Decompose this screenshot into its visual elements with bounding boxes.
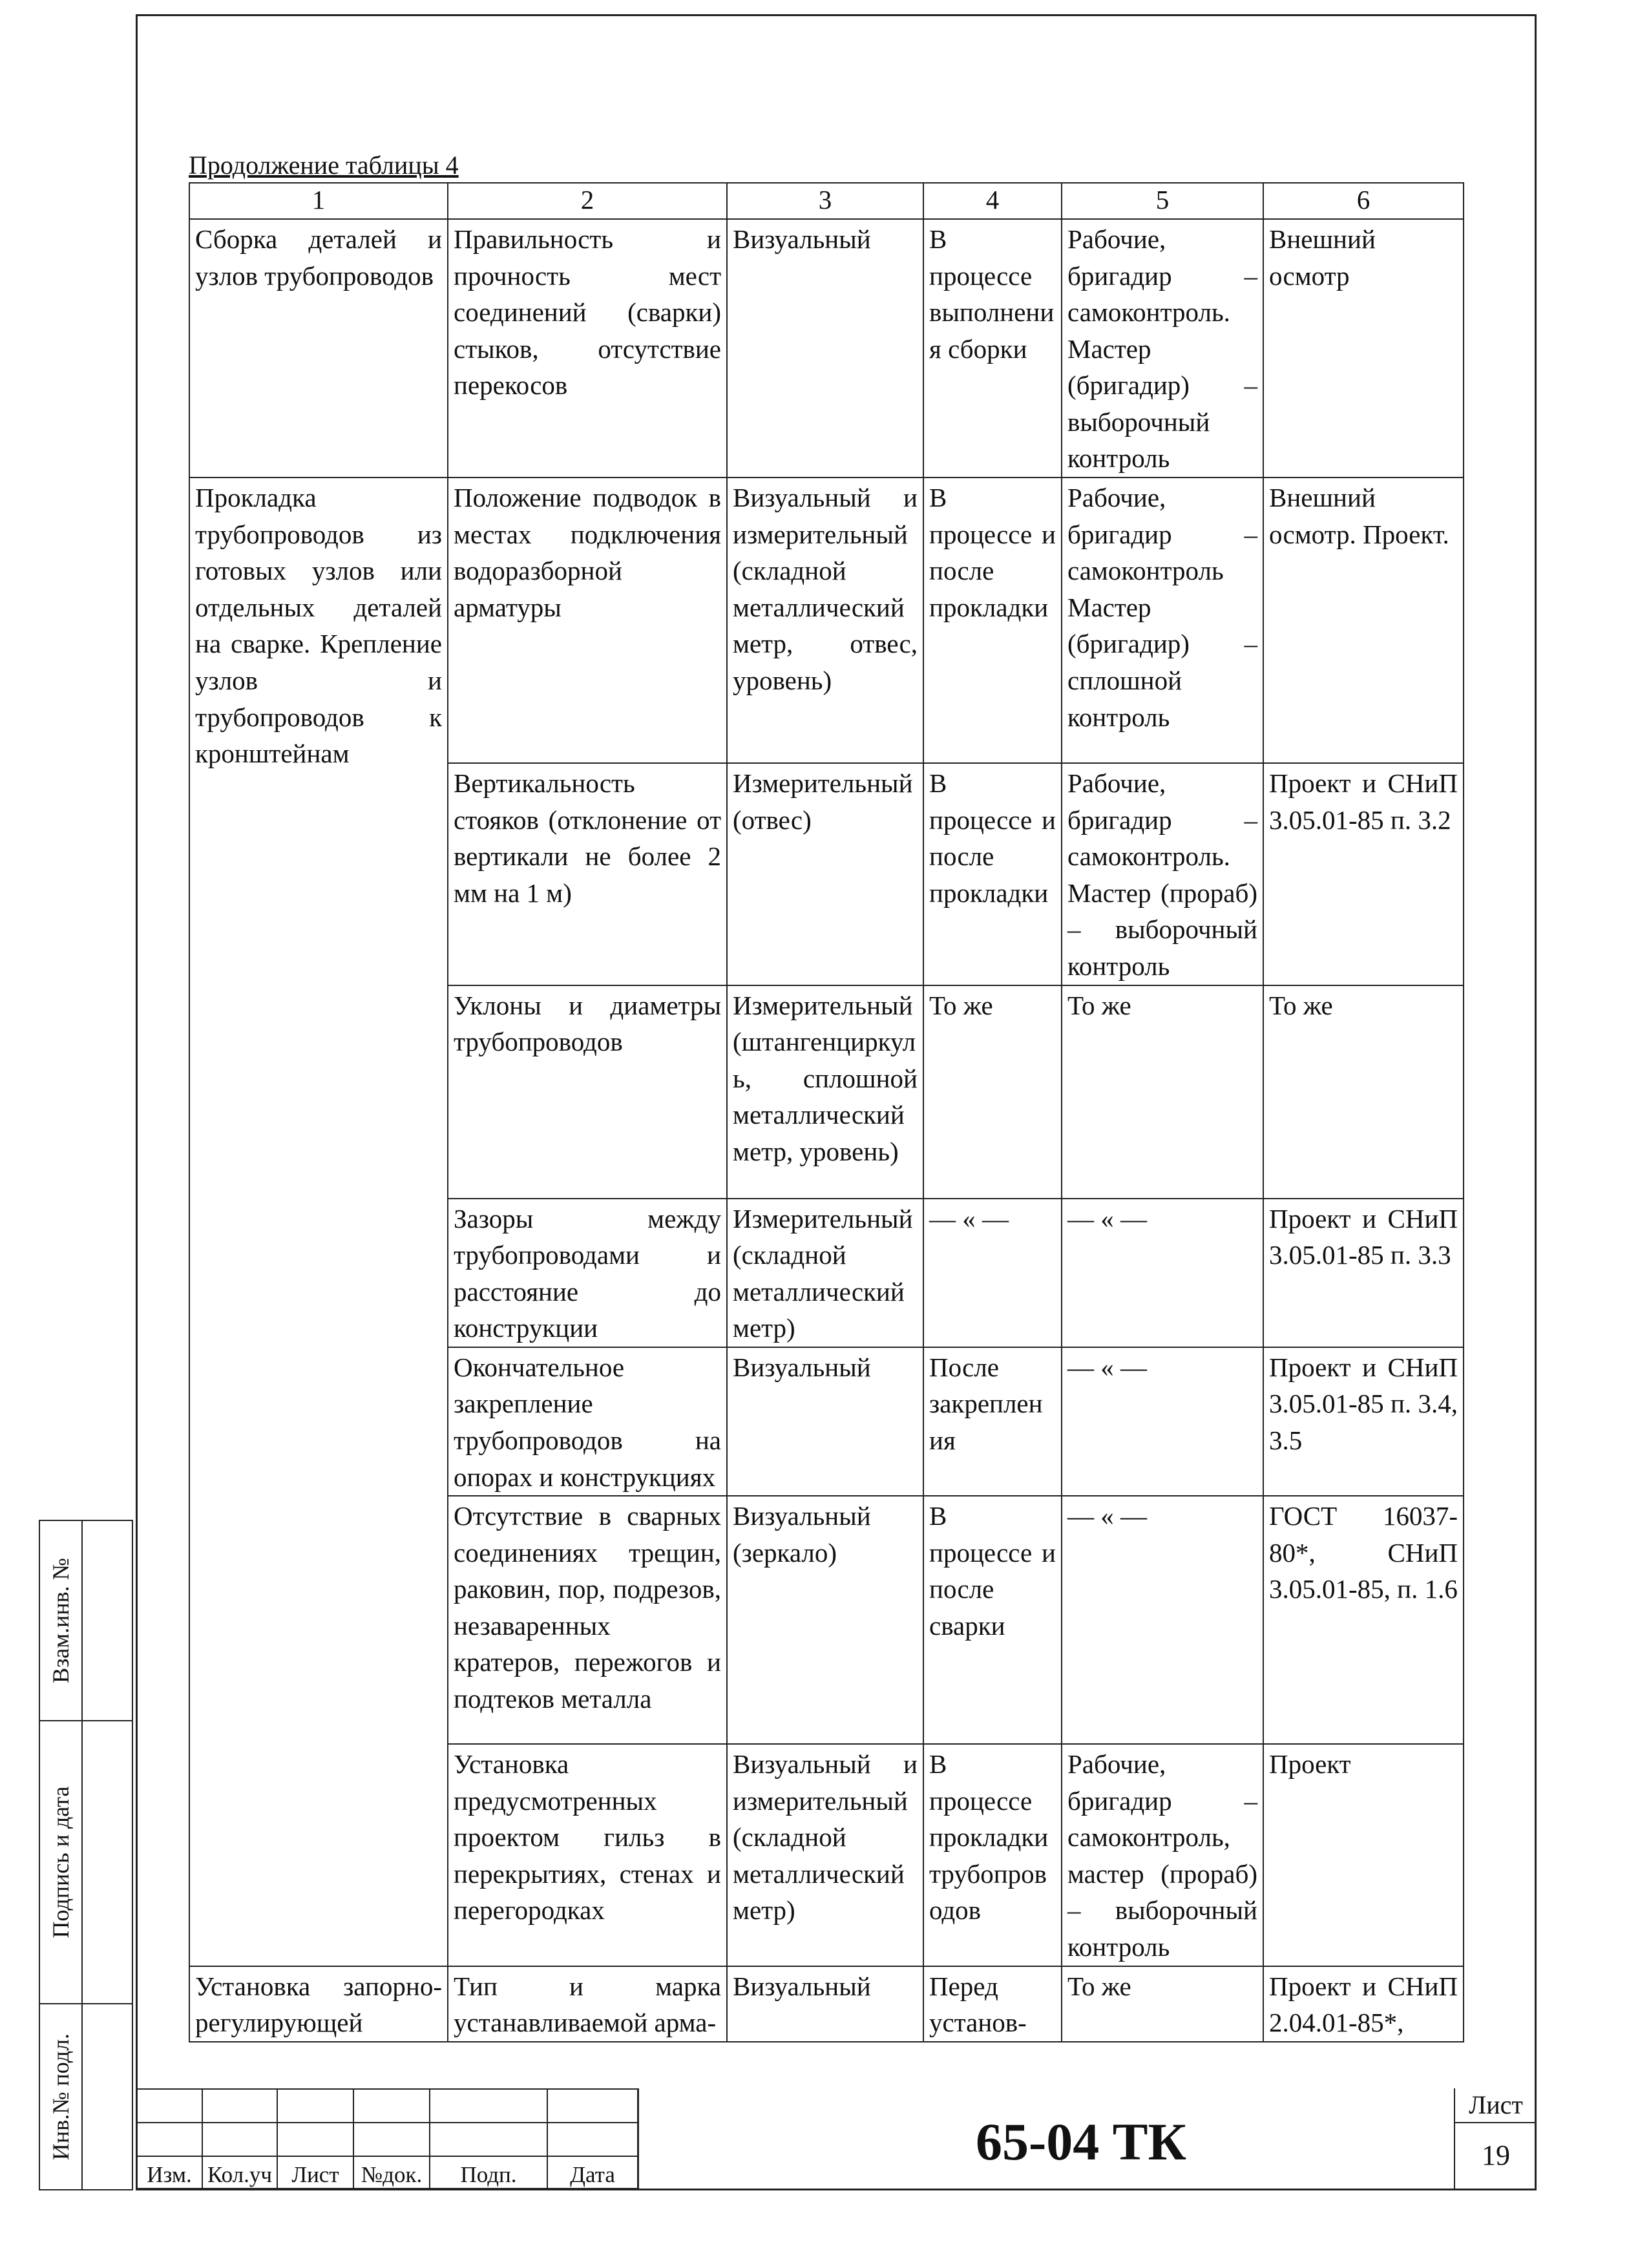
document-code: 65-04 ТК <box>976 2112 1186 2171</box>
header-col-1: 1 <box>189 183 448 219</box>
responsible-cell: Рабочие, бригадир – самоконтроль. Мастер (бригадир) – выборочный контроль <box>1062 219 1263 478</box>
technical-requirements-cell: Проект и СНиП 3.05.01-85 п. 3.2 <box>1263 763 1464 985</box>
responsible-cell: — « — <box>1062 1347 1263 1496</box>
responsible-cell: — « — <box>1062 1199 1263 1347</box>
sheet-box <box>1454 2088 1537 2190</box>
operation-cell: Сборка деталей и узлов трубопроводов <box>189 219 448 478</box>
responsible-cell: — « — <box>1062 1496 1263 1744</box>
control-time-cell: В процессе и после прокладки <box>923 763 1062 985</box>
responsible-cell: Рабочие, бригадир – самоконтроль Мастер (бригадир) – сплошной контроль <box>1062 478 1263 763</box>
header-col-3: 3 <box>727 183 923 219</box>
control-time-cell: Перед установ- <box>923 1966 1062 2042</box>
header-col-2: 2 <box>448 183 727 219</box>
control-time-cell: То же <box>923 985 1062 1199</box>
responsible-cell: Рабочие, бригадир – самоконтроль, мастер (прораб) – выборочный контроль <box>1062 1744 1263 1966</box>
header-col-4: 4 <box>923 183 1062 219</box>
side-stamp-original-inv <box>39 2003 133 2190</box>
table-row <box>189 1966 1464 2042</box>
control-method-cell: Визуальный и измерительный (складной металлический метр) <box>727 1744 923 1966</box>
header-col-6: 6 <box>1263 183 1464 219</box>
operation-cell: Прокладка трубопроводов из готовых узлов или отдельных деталей на сварке. Крепление узлов и трубопроводов к кронштейнам <box>189 478 448 1966</box>
controlled-parameter-cell: Положение подводок в местах подключения водоразборной арматуры <box>448 478 727 763</box>
control-time-cell: В процессе прокладки трубопроводов <box>923 1744 1062 1966</box>
responsible-cell: Рабочие, бригадир – самоконтроль. Мастер (прораб) – выборочный контроль <box>1062 763 1263 985</box>
side-stamp-replacement-inv <box>39 1520 133 1721</box>
side-stamp-label: Подпись и дата <box>48 1786 74 1938</box>
control-time-cell: В процессе и после сварки <box>923 1496 1062 1744</box>
control-method-cell: Визуальный <box>727 1966 923 2042</box>
side-stamp-label: Взам.инв. № <box>48 1558 74 1683</box>
control-method-cell: Визуальный (зеркало) <box>727 1496 923 1744</box>
technical-requirements-cell: ГОСТ 16037-80*, СНиП 3.05.01-85, п. 1.6 <box>1263 1496 1464 1744</box>
sheet-label: Лист <box>1455 2090 1537 2123</box>
control-time-cell: В процессе и после прокладки <box>923 478 1062 763</box>
side-stamp-signature-date <box>39 1720 133 2004</box>
revision-table <box>136 2088 638 2189</box>
technical-requirements-cell: Внешний осмотр <box>1263 219 1464 478</box>
technical-requirements-cell: Проект <box>1263 1744 1464 1966</box>
technical-requirements-cell: То же <box>1263 985 1464 1199</box>
col-ndok-label: №док. <box>353 2156 430 2189</box>
control-method-cell: Измерительный (штангенциркуль, сплошной металлический метр, уровень) <box>727 985 923 1199</box>
control-time-cell: После закрепления <box>923 1347 1062 1496</box>
control-method-cell: Визуальный и измерительный (складной металлический метр, отвес, уровень) <box>727 478 923 763</box>
header-col-5: 5 <box>1062 183 1263 219</box>
control-method-cell: Измерительный (складной металлический метр) <box>727 1199 923 1347</box>
control-table <box>189 182 1464 2042</box>
col-podp-label: Подп. <box>430 2156 547 2189</box>
table-caption: Продолжение таблицы 4 <box>189 151 459 180</box>
col-koluch-label: Кол.уч <box>202 2156 277 2189</box>
technical-requirements-cell: Внешний осмотр. Проект. <box>1263 478 1464 763</box>
controlled-parameter-cell: Уклоны и диаметры трубопроводов <box>448 985 727 1199</box>
control-time-cell: В процессе выполнения сборки <box>923 219 1062 478</box>
controlled-parameter-cell: Отсутствие в сварных соединениях трещин, раковин, пор, подрезов, незаваренных кратеров, пережогов и подтеков металла <box>448 1496 727 1744</box>
col-data-label: Дата <box>547 2156 638 2189</box>
controlled-parameter-cell: Установка предусмотренных проектом гильз в перекрытиях, стенах и перегородках <box>448 1744 727 1966</box>
table-header-row <box>189 183 1464 219</box>
controlled-parameter-cell: Окончательное закрепление трубопроводов на опорах и конструкциях <box>448 1347 727 1496</box>
controlled-parameter-cell: Тип и марка устанавливаемой арма- <box>448 1966 727 2042</box>
responsible-cell: То же <box>1062 1966 1263 2042</box>
control-method-cell: Визуальный <box>727 219 923 478</box>
col-list-label: Лист <box>277 2156 353 2189</box>
technical-requirements-cell: Проект и СНиП 3.05.01-85 п. 3.4, 3.5 <box>1263 1347 1464 1496</box>
control-method-cell: Визуальный <box>727 1347 923 1496</box>
operation-cell: Установка запорно-регулирующей <box>189 1966 448 2042</box>
col-izm-label: Изм. <box>136 2156 202 2189</box>
controlled-parameter-cell: Зазоры между трубопроводами и расстояние до конструкции <box>448 1199 727 1347</box>
responsible-cell: То же <box>1062 985 1263 1199</box>
sheet-number: 19 <box>1482 2139 1510 2171</box>
title-block <box>136 2088 1537 2190</box>
controlled-parameter-cell: Правильность и прочность мест соединений (сварки) стыков, отсутствие перекосов <box>448 219 727 478</box>
side-stamp-label: Инв.№ подл. <box>48 2033 74 2161</box>
table-row <box>189 478 1464 763</box>
technical-requirements-cell: Проект и СНиП 2.04.01-85*, <box>1263 1966 1464 2042</box>
technical-requirements-cell: Проект и СНиП 3.05.01-85 п. 3.3 <box>1263 1199 1464 1347</box>
controlled-parameter-cell: Вертикальность стояков (отклонение от вертикали не более 2 мм на 1 м) <box>448 763 727 985</box>
table-row <box>189 219 1464 478</box>
control-time-cell: — « — <box>923 1199 1062 1347</box>
control-method-cell: Измерительный (отвес) <box>727 763 923 985</box>
